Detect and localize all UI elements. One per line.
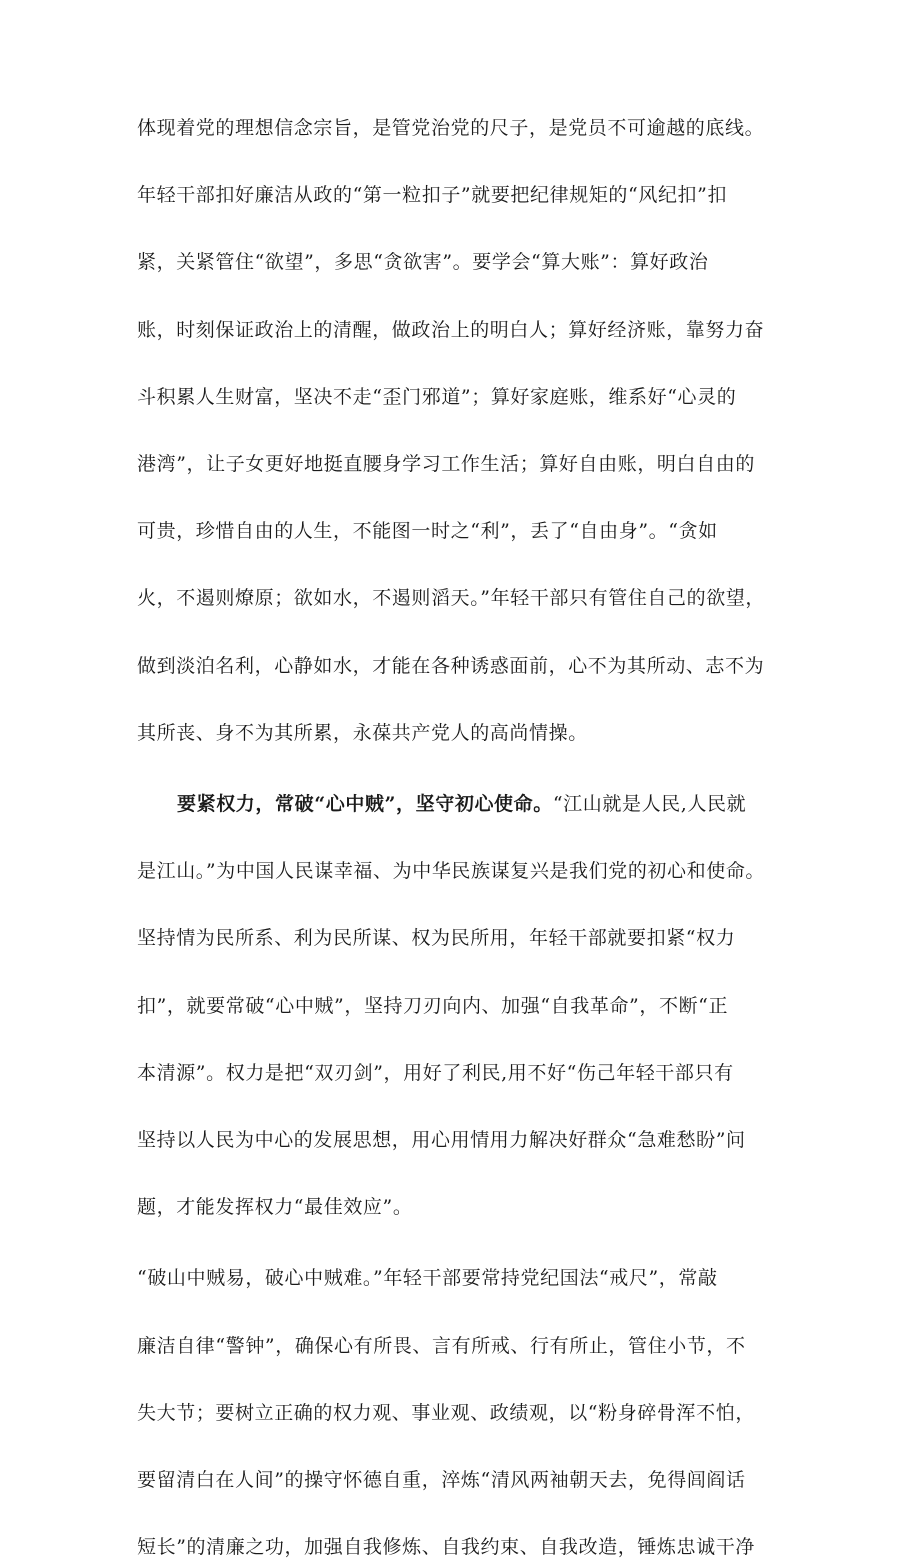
text-line: 可贵，珍惜自由的人生，不能图一时之“利”，丢了“自由身”。“贪如 xyxy=(137,520,718,543)
text-line: 失大节；要树立正确的权力观、事业观、政绩观，以“粉身碎骨浑不怕， xyxy=(137,1401,755,1424)
paragraph-heading: 要紧权力，常破“心中贼”，坚守初心使命。 xyxy=(177,793,553,815)
text-line: 坚持以人民为中心的发展思想，用心用情用力解决好群众“急难愁盼”问 xyxy=(137,1129,746,1151)
text-line: 题，才能发挥权力“最佳效应”。 xyxy=(137,1196,413,1219)
text-line: 年轻干部扣好廉洁从政的“第一粒扣子”就要把纪律规矩的“风纪扣”扣 xyxy=(137,184,728,207)
text-line: 斗积累人生财富，坚决不走“歪门邪道”；算好家庭账，维系好“心灵的 xyxy=(137,385,737,408)
paragraph-first-line xyxy=(177,792,746,816)
text-line: 要留清白在人间”的操守怀德自重，淬炼“清风两袖朝天去，免得闾阎话 xyxy=(137,1469,746,1491)
text-line: 做到淡泊名利，心静如水，才能在各种诱惑面前，心不为其所动、志不为 xyxy=(137,654,765,677)
text-line: 短长”的清廉之功，加强自我修炼、自我约束、自我改造，锤炼忠诚干净 xyxy=(137,1536,755,1559)
text-line: 扣”，就要常破“心中贼”，坚持刀刃向内、加强“自我革命”，不断“正 xyxy=(137,994,729,1017)
paragraph-text: “江山就是人民,人民就 xyxy=(552,793,747,815)
text-line: 是江山。”为中国人民谋幸福、为中华民族谋复兴是我们党的初心和使命。 xyxy=(137,860,766,883)
text-line: 本清源”。权力是把“双刃剑”，用好了利民,用不好“伤己年轻干部只有 xyxy=(137,1061,734,1084)
text-line: 港湾”，让子女更好地挺直腰身学习工作生活；算好自由账，明白自由的 xyxy=(137,453,755,475)
text-line: 廉洁自律“警钟”，确保心有所畏、言有所戒、行有所止，管住小节，不 xyxy=(137,1334,746,1357)
text-line: 坚持情为民所系、利为民所谋、权为民所用，年轻干部就要扣紧“权力 xyxy=(137,927,736,950)
text-line: 紧，关紧管住“欲望”，多思“贪欲害”。要学会“算大账”：算好政治 xyxy=(137,251,709,274)
text-line: “破山中贼易，破心中贼难。”年轻干部要常持党纪国法“戒尺”，常敲 xyxy=(137,1267,718,1290)
text-line: 火，不遏则燎原；欲如水，不遏则滔天。”年轻干部只有管住自己的欲望， xyxy=(137,587,766,610)
text-line: 体现着党的理想信念宗旨，是管党治党的尺子，是党员不可逾越的底线。 xyxy=(137,117,765,139)
text-line: 账，时刻保证政治上的清醒，做政治上的明白人；算好经济账，靠努力奋 xyxy=(137,318,765,341)
text-line: 其所丧、身不为其所累，永葆共产党人的高尚情操。 xyxy=(137,721,588,744)
